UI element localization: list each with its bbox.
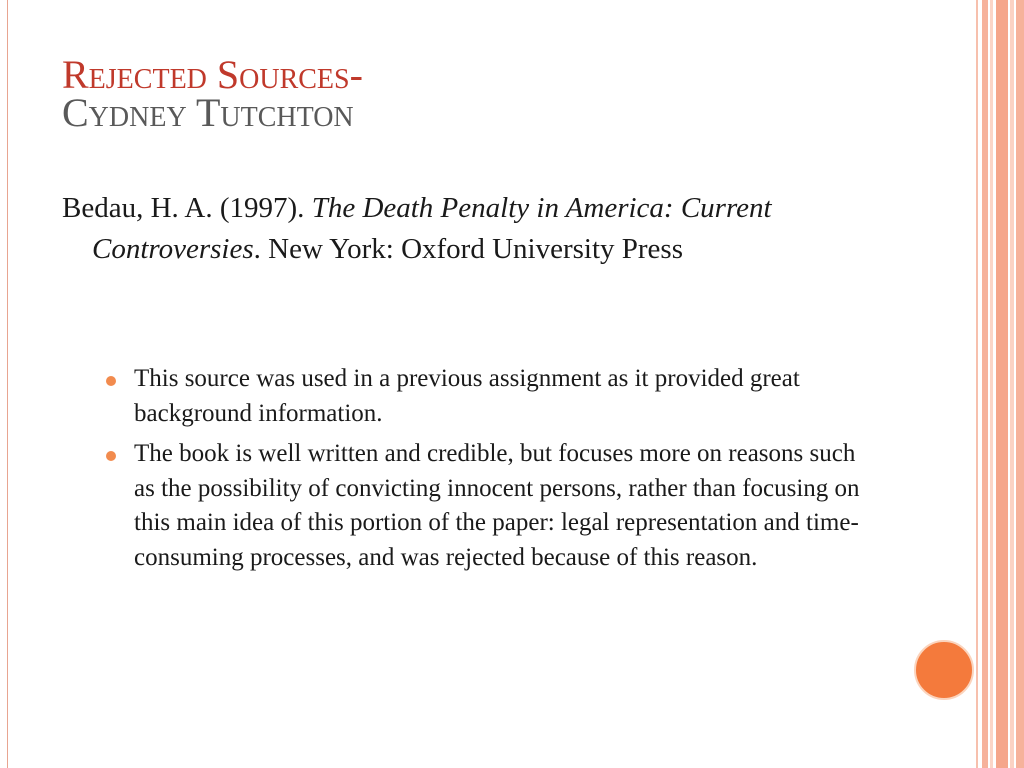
bullet-item xyxy=(104,437,874,575)
slide-title xyxy=(62,52,922,135)
citation xyxy=(62,188,932,270)
bullet-dot-icon xyxy=(106,451,116,461)
right-stripe-4 xyxy=(996,0,1008,768)
bullet-dot-icon xyxy=(106,376,116,386)
right-stripe-3 xyxy=(990,0,993,768)
bullet-text: The book is well written and credible, but focuses more on reasons such as the possibility of convicting innocent persons, rather than focusing on this main idea of this portion of the paper: legal representation and time-consuming processes, and was rejected because of this reason. xyxy=(134,440,860,571)
title-line-2: Cydney Tutchton xyxy=(62,90,354,135)
decorative-orange-circle xyxy=(914,640,974,700)
citation-book-title: The Death Penalty in America: Current Controversies xyxy=(92,192,772,265)
bullet-text: This source was used in a previous assignment as it provided great background information. xyxy=(134,365,800,427)
right-stripe-1 xyxy=(976,0,978,768)
right-stripe-5 xyxy=(1010,0,1014,768)
right-stripe-2 xyxy=(982,0,988,768)
citation-publisher: . New York: Oxford University Press xyxy=(253,233,683,265)
left-border-line xyxy=(7,0,8,768)
right-stripe-6 xyxy=(1016,0,1024,768)
title-line-1: Rejected Sources- xyxy=(62,52,363,97)
citation-author-year: Bedau, H. A. (1997). xyxy=(62,192,312,224)
bullet-item xyxy=(104,362,874,431)
bullet-list xyxy=(104,362,874,581)
